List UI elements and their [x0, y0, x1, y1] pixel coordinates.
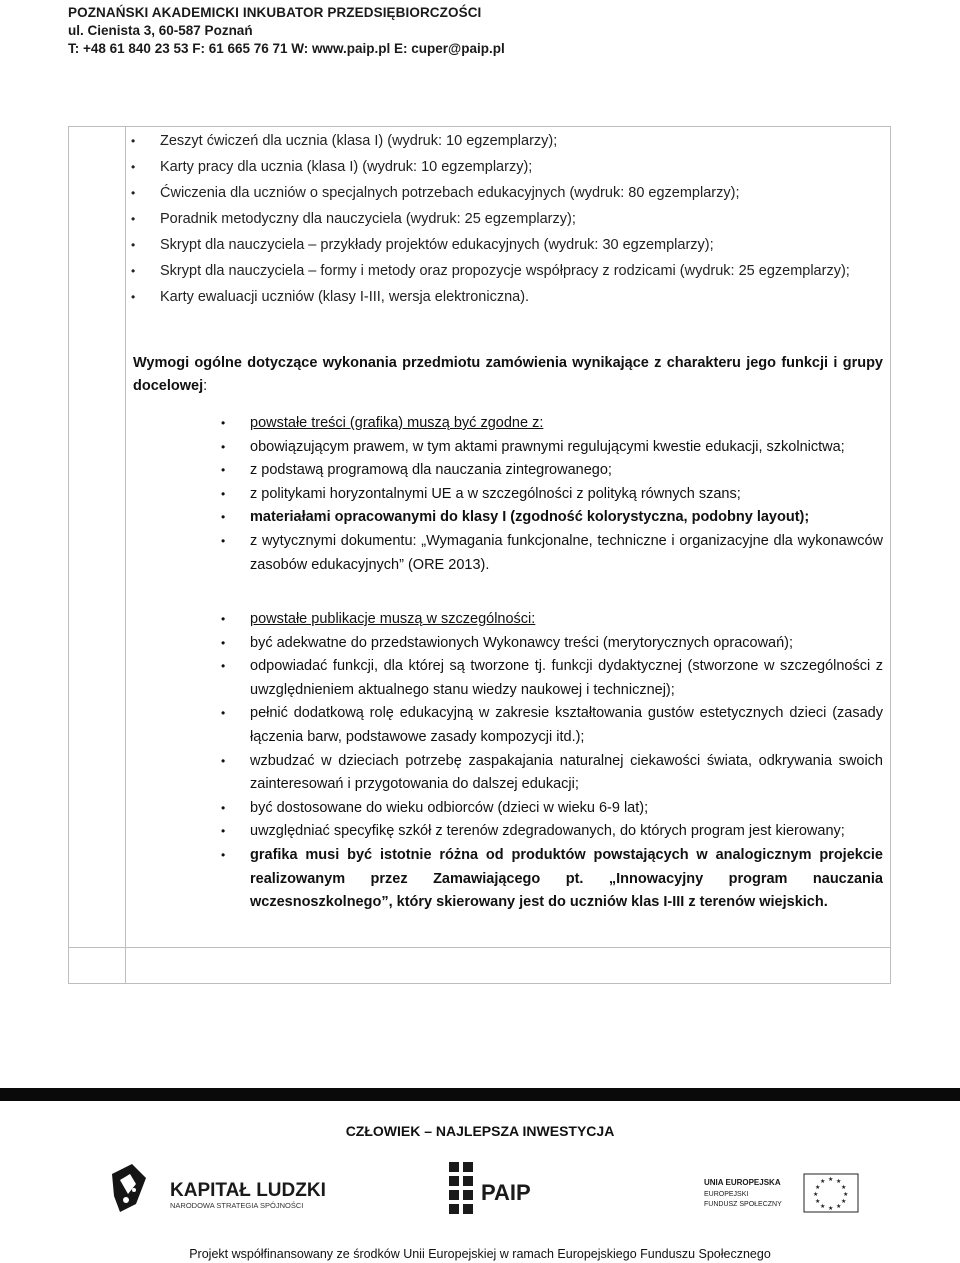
list-item: • być dostosowane do wieku odbiorców (dzieci w wieku 6-9 lat); [250, 797, 883, 821]
svg-text:★: ★ [815, 1198, 821, 1205]
table-column-divider [125, 127, 126, 983]
bullet-icon: • [221, 533, 226, 548]
bullet-icon: • [221, 706, 226, 721]
content-requirements-list [221, 412, 883, 577]
svg-text:★: ★ [820, 1178, 826, 1185]
eu-flag-icon [804, 1174, 858, 1212]
list-item: • Karty ewaluacji uczniów (klasy I-III, wersja elektroniczna). [160, 284, 880, 310]
org-contact: T: +48 61 840 23 53 F: 61 665 76 71 W: www.paip.pl E: cuper@paip.pl [68, 41, 505, 56]
bullet-icon: • [131, 212, 136, 226]
logo-eu-line2: EUROPEJSKI [704, 1191, 749, 1198]
bullet-icon: • [131, 290, 136, 304]
svg-text:★: ★ [828, 1205, 834, 1212]
bullet-icon: • [221, 612, 226, 626]
bullet-icon: • [221, 800, 226, 815]
logo-eu-line1: UNIA EUROPEJSKA [704, 1178, 781, 1187]
list-item: • grafika musi być istotnie różna od produktów powstających w analogicznym projekcie realizowanym przez Zamawiającego pt. „Innowacyjny program nauczania wczesnoszkolnego”, który skierowany jest do uczniów klas I-III z terenów wiejskich. [250, 844, 883, 915]
bullet-icon: • [221, 510, 226, 525]
list-item: • powstałe treści (grafika) muszą być zgodne z: [250, 412, 883, 436]
list-item: • Skrypt dla nauczyciela – formy i metody oraz propozycje współpracy z rodzicami (wydruk: 25 egzemplarzy); [160, 258, 880, 284]
paip-grid-icon [449, 1162, 473, 1214]
list-item: • z wytycznymi dokumentu: „Wymagania funkcjonalne, techniczne i organizacyjne dla wykonawców zasobów edukacyjnych” (ORE 2013). [250, 530, 883, 577]
bullet-icon: • [131, 186, 136, 200]
bullet-icon: • [221, 463, 226, 478]
paip-logo [447, 1160, 557, 1220]
bullet-icon: • [221, 439, 226, 454]
list-item: • Ćwiczenia dla uczniów o specjalnych potrzebach edukacyjnych (wydruk: 80 egzemplarzy); [160, 180, 880, 206]
list-item: • z politykami horyzontalnymi UE a w szczególności z polityką równych szans; [250, 483, 883, 507]
list-item: • obowiązującym prawem, w tym aktami prawnymi regulującymi kwestie edukacji, szkolnictwa; [250, 436, 883, 460]
bullet-icon: • [131, 134, 136, 148]
logo-kl-subtitle: NARODOWA STRATEGIA SPÓJNOŚCI [170, 1201, 304, 1210]
svg-text:★: ★ [813, 1191, 819, 1198]
logo-kl-title: KAPITAŁ LUDZKI [170, 1180, 326, 1201]
materials-list [131, 128, 880, 310]
svg-text:★: ★ [836, 1178, 842, 1185]
list-item: • Karty pracy dla ucznia (klasa I) (wydruk: 10 egzemplarzy); [160, 154, 880, 180]
kapital-ludzki-logo [110, 1160, 330, 1224]
list-item: • Skrypt dla nauczyciela – przykłady projektów edukacyjnych (wydruk: 30 egzemplarzy); [160, 232, 880, 258]
cofinancing-note: Projekt współfinansowany ze środków Unii Europejskiej w ramach Europejskiego Funduszu Społecznego [189, 1247, 771, 1261]
kl-emblem-icon [112, 1164, 146, 1212]
list-item: • uwzględniać specyfikę szkół z terenów zdegradowanych, do których program jest kierowany; [250, 820, 883, 844]
publication-requirements-list [221, 608, 883, 915]
bullet-icon: • [221, 753, 226, 768]
footer-divider-bar [0, 1088, 960, 1101]
svg-text:★: ★ [836, 1203, 842, 1210]
bullet-icon: • [221, 486, 226, 501]
bullet-icon: • [221, 847, 226, 862]
org-name: POZNAŃSKI AKADEMICKI INKUBATOR PRZEDSIĘBIORCZOŚCI [68, 5, 482, 20]
svg-text:★: ★ [815, 1184, 821, 1191]
list-item: • Zeszyt ćwiczeń dla ucznia (klasa I) (wydruk: 10 egzemplarzy); [160, 128, 880, 154]
svg-text:★: ★ [841, 1184, 847, 1191]
letterhead [68, 4, 505, 58]
list-item: • materiałami opracowanymi do klasy I (zgodność kolorystyczna, podobny layout); [250, 506, 883, 530]
list-item: • odpowiadać funkcji, dla której są tworzone tj. funkcji dydaktycznej (stworzone w szczególności z uwzględnieniem aktualnego stanu wiedzy naukowej i technicznej); [250, 655, 883, 702]
list-item: • wzbudzać w dzieciach potrzebę zaspakajania naturalnej ciekawości świata, odkrywania swoich zainteresowań i przygotowania do dalszej edukacji; [250, 750, 883, 797]
svg-text:★: ★ [841, 1198, 847, 1205]
bullet-icon: • [131, 160, 136, 174]
list-item: • z podstawą programową dla nauczania zintegrowanego; [250, 459, 883, 483]
bullet-icon: • [131, 238, 136, 252]
org-address: ul. Cienista 3, 60-587 Poznań [68, 23, 253, 38]
list-item: • być adekwatne do przedstawionych Wykonawcy treści (merytorycznych opracowań); [250, 632, 883, 656]
bullet-icon: • [221, 635, 226, 650]
bullet-icon: • [221, 416, 226, 430]
svg-text:★: ★ [820, 1203, 826, 1210]
bullet-icon: • [221, 659, 226, 674]
table-row-divider [69, 947, 890, 948]
svg-text:★: ★ [828, 1176, 834, 1183]
requirements-heading: Wymogi ogólne dotyczące wykonania przedmiotu zamówienia wynikające z charakteru jego funkcji i grupy docelowej: [133, 355, 883, 394]
logo-paip-text: PAIP [481, 1180, 531, 1205]
footer-slogan: CZŁOWIEK – NAJLEPSZA INWESTYCJA [345, 1123, 615, 1139]
eu-logo [700, 1172, 860, 1214]
list-item: • Poradnik metodyczny dla nauczyciela (wydruk: 25 egzemplarzy); [160, 206, 880, 232]
bullet-icon: • [221, 824, 226, 839]
svg-text:★: ★ [843, 1191, 849, 1198]
list-item: • pełnić dodatkową rolę edukacyjną w zakresie kształtowania gustów estetycznych dzieci (zasady łączenia barw, podstawowe zasady kompozycji itd.); [250, 702, 883, 749]
logo-eu-line3: FUNDUSZ SPOŁECZNY [704, 1201, 782, 1208]
list-item: • powstałe publikacje muszą w szczególności: [250, 608, 883, 632]
bullet-icon: • [131, 264, 136, 278]
